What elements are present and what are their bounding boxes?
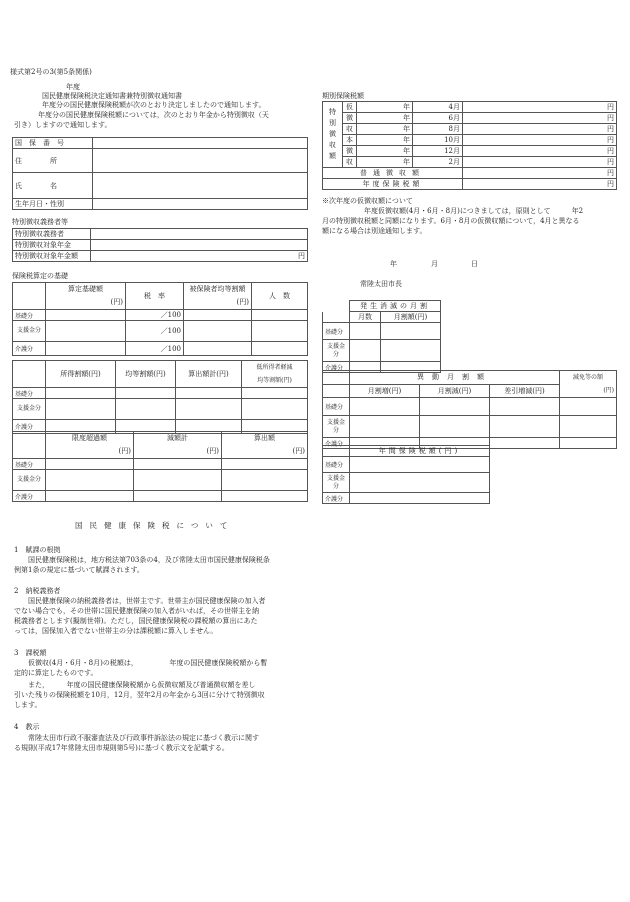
change-label: 異動月割額 <box>350 371 560 385</box>
month-cell: 12月 <box>413 146 463 157</box>
amount-unit: 円 <box>463 124 617 135</box>
label-target-pension: 特別徴収対象年金 <box>13 240 91 251</box>
amount-unit: 円 <box>463 102 617 113</box>
row-basic: 基礎分 <box>13 459 46 470</box>
row-basic: 基礎分 <box>13 388 46 399</box>
year-cell: 年 <box>357 113 413 124</box>
month-cell: 8月 <box>413 124 463 135</box>
note-line-3: 額になる場合は別途通知します。 <box>322 227 427 235</box>
notice-line-1: 年度分の国民健康保険税額が次のとおり決定しましたので通知します。 <box>42 101 266 109</box>
special-heading: 期別保険税額 <box>322 92 364 100</box>
section-2-line-4: っては，国保加入者でない世帯主の分は課税額に算入しません。 <box>14 627 218 635</box>
section-3-heading: 3 課税額 <box>14 649 47 657</box>
basis-table-2 <box>12 360 308 434</box>
label-birthdate-sex: 生年月日・性別 <box>13 199 93 210</box>
row-support: 支援金分 <box>13 399 46 420</box>
year-cell: 年 <box>357 146 413 157</box>
section-3-line-5: します。 <box>14 701 42 709</box>
date-year: 年 <box>390 260 397 268</box>
address-value <box>93 149 308 173</box>
col-base-amount: 算定基礎額 (円) <box>46 283 126 310</box>
monthly-occur-table <box>322 300 617 373</box>
year-cell: 年 <box>357 157 413 168</box>
row-care: 介護分 <box>323 362 350 373</box>
section-3-line-2: 定的に算定したものです。 <box>14 669 98 677</box>
amount-unit: 円 <box>463 146 617 157</box>
fiscal-year-label: 年度 <box>66 83 80 91</box>
rate-support: ／100 <box>126 321 184 342</box>
label-target-pension-amount: 特別徴収対象年金額 <box>13 251 91 262</box>
kana-cell: 徴 <box>343 113 357 124</box>
row-support: 支援金分 <box>13 321 46 342</box>
col-calc-total: 算出額計(円) <box>176 361 242 388</box>
row-care: 介護分 <box>13 420 46 434</box>
note-title: ※次年度の仮徴収額について <box>322 197 413 205</box>
kana-cell: 収 <box>343 124 357 135</box>
col-tax-rate: 税 率 <box>126 283 184 310</box>
section-1-heading: 1 賦課の根拠 <box>14 546 61 554</box>
col-limit-excess: 限度超過額 (円) <box>46 432 134 459</box>
rate-care: ／100 <box>126 342 184 356</box>
row-care: 介護分 <box>13 491 46 502</box>
birthdate-sex-value <box>93 199 308 210</box>
row-support: 支援金分 <box>323 416 350 438</box>
row-care: 介護分 <box>323 493 350 504</box>
amount-unit: 円 <box>463 113 617 124</box>
col-monthly-amount: 月割額(円) <box>381 312 441 323</box>
col-exemption: 減免等の額 (円) <box>560 371 617 398</box>
note-line-1: 年度仮徴収額(4月・6月・8月)につきましては，原則として 年2 <box>364 207 584 215</box>
kana-cell: 徴 <box>343 146 357 157</box>
normal-collection-label: 普通徴収額 <box>323 168 463 179</box>
section-4-heading: 4 教示 <box>14 723 40 731</box>
row-support: 支援金分 <box>13 470 46 491</box>
col-months: 月数 <box>350 312 381 323</box>
section-2-heading: 2 納税義務者 <box>14 587 61 595</box>
special-vertical-label: 特 別 徴 収 額 <box>323 102 343 168</box>
section-2-line-1: 国民健康保険の納税義務者は，世帯主です。世帯主が国民健康保険の加入者 <box>28 597 266 605</box>
rate-basic: ／100 <box>126 310 184 321</box>
kana-cell: 仮 <box>343 102 357 113</box>
col-income-levy: 所得割額(円) <box>46 361 116 388</box>
section-3-line-4: 引いた残りの保険税額を10月，12月，翌年2月の年金から3回に分けて特別徴収 <box>14 691 265 699</box>
section-3-line-3: また， 年度の国民健康保険税額から仮徴収額及び普通徴収額を差し <box>28 681 256 689</box>
section-1-line-1: 国民健康保険税は，地方税法第703条の4，及び常陸太田市国民健康保険税条 <box>28 556 270 564</box>
month-cell: 6月 <box>413 113 463 124</box>
amount-unit: 円 <box>463 179 617 190</box>
col-computed: 算出額 (円) <box>222 432 308 459</box>
section-4-line-2: る規則(平成17年常陸太田市規則第5号)に基づく教示文を記載する。 <box>14 744 229 752</box>
col-per-capita: 被保険者均等割額 (円) <box>184 283 252 310</box>
section-1-line-2: 例第1条の規定に基づいて賦課されます。 <box>14 566 144 574</box>
row-basic: 基礎分 <box>323 323 350 340</box>
notice-line-2: 年度分の国民健康保険税額については，次のとおり年金から特別徴収（天 <box>38 111 269 119</box>
col-increase: 月割増(円) <box>350 384 420 398</box>
notice-line-3: 引き）しますので通知します。 <box>14 121 112 129</box>
row-support: 支援金分 <box>323 473 350 493</box>
row-basic: 基礎分 <box>323 457 350 473</box>
month-cell: 2月 <box>413 157 463 168</box>
year-cell: 年 <box>357 102 413 113</box>
row-basic: 基礎分 <box>13 310 46 321</box>
row-care: 介護分 <box>13 342 46 356</box>
date-month: 月 <box>431 260 438 268</box>
col-decrease: 月割減(円) <box>420 384 490 398</box>
insurance-number-value <box>93 138 308 149</box>
col-net-change: 差引増減(円) <box>490 384 560 398</box>
annual-amount-label: 年間保険税額(円) <box>350 446 490 457</box>
label-special-collector: 特別徴収義務者 <box>13 229 91 240</box>
pension-amount-unit: 円 <box>91 251 308 262</box>
row-support: 支援金分 <box>323 340 350 362</box>
special-collection-table <box>322 101 617 190</box>
mayor-signature: 常陸太田市長 <box>360 280 402 288</box>
name-value <box>93 173 308 199</box>
section-4-line-1: 常陸太田市行政不服審査法及び行政事件訴訟法の規定に基づく教示に関す <box>28 734 259 742</box>
col-reduction-total: 減額計 (円) <box>134 432 222 459</box>
label-insurance-number: 国 保 番 号 <box>13 138 93 149</box>
col-persons: 人 数 <box>252 283 308 310</box>
label-address: 住 所 <box>13 149 93 173</box>
amount-unit: 円 <box>463 168 617 179</box>
basis-heading: 保険税算定の基礎 <box>12 272 68 280</box>
amount-unit: 円 <box>463 135 617 146</box>
row-basic: 基礎分 <box>323 398 350 416</box>
col-low-income: 低所得者軽減 均等割額(円) <box>242 361 308 388</box>
date-day: 日 <box>471 260 478 268</box>
year-cell: 年 <box>357 135 413 146</box>
monthly-change-table <box>322 370 617 449</box>
kana-cell: 収 <box>343 157 357 168</box>
note-line-2: 月の特別徴収税額と同額になります。6月・8月の仮徴収額について，4月と異なる <box>322 217 580 225</box>
basis-table-3 <box>12 431 308 502</box>
document-title: 国民健康保険税決定通知書兼特別徴収通知書 <box>42 92 182 100</box>
person-table <box>12 137 308 210</box>
obligor-table <box>12 228 308 262</box>
month-cell: 10月 <box>413 135 463 146</box>
col-equal-levy: 均等割額(円) <box>116 361 176 388</box>
annual-tax-label: 年度保険税額 <box>323 179 463 190</box>
kana-cell: 本 <box>343 135 357 146</box>
month-cell: 4月 <box>413 102 463 113</box>
section-2-line-3: 税義務者とします(擬制世帯)。ただし，国民健康保険税の課税額の算出にあた <box>14 617 258 625</box>
section-3-line-1: 仮徴収(4月・6月・8月)の税額は， 年度の国民健康保険税額から暫 <box>28 659 268 667</box>
section-2-line-2: でない場合でも，その世帯に国民健康保険の加入者がいれば，その世帯主を納 <box>14 607 259 615</box>
basis-table-1 <box>12 282 308 356</box>
row-care: 介護分 <box>323 438 350 449</box>
obligor-heading: 特別徴収義務者等 <box>12 218 68 226</box>
year-cell: 年 <box>357 124 413 135</box>
amount-unit: 円 <box>463 157 617 168</box>
about-title: 国民健康保険税について <box>75 521 235 530</box>
form-id: 様式第2号の3(第5条関係) <box>10 68 92 76</box>
occur-label: 発生消滅の月割 <box>350 301 441 312</box>
label-name: 氏 名 <box>13 173 93 199</box>
annual-tax-table <box>322 445 617 504</box>
